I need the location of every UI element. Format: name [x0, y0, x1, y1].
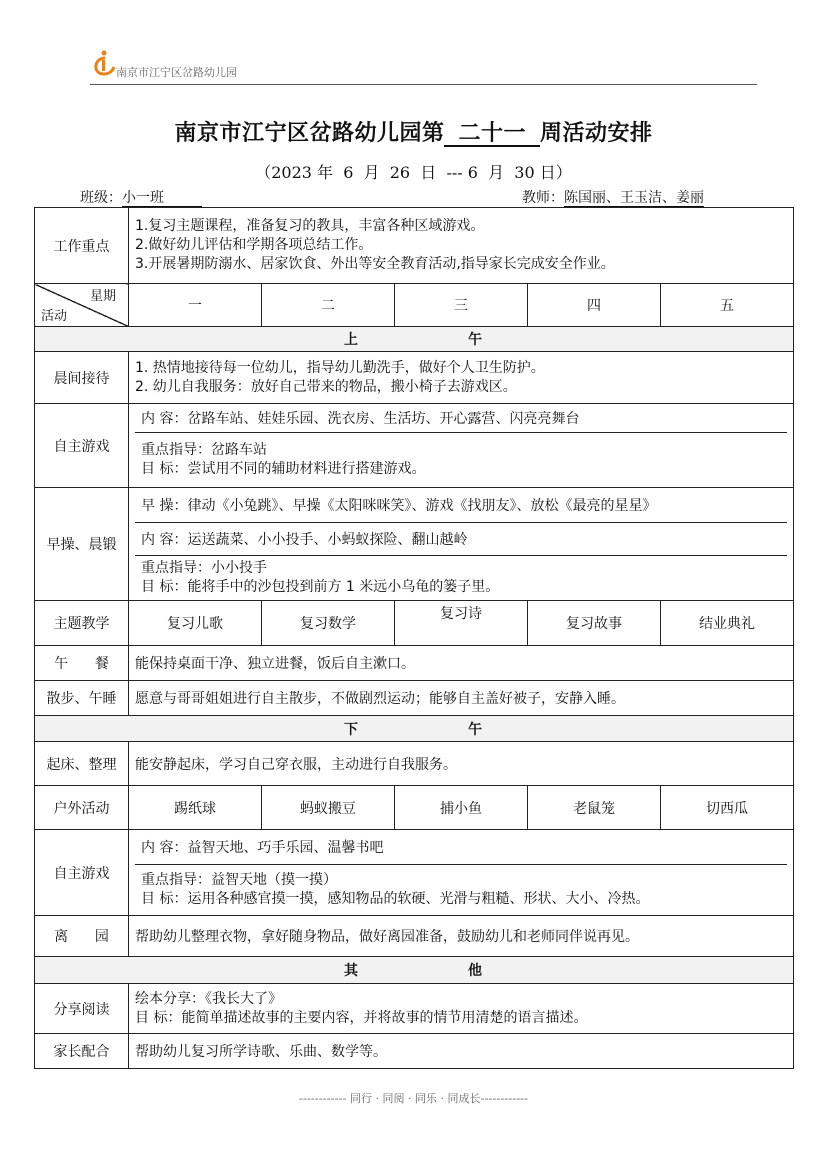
theme-cell: 复习数学	[262, 601, 395, 646]
reading-book: 绘本分享：《我长大了》	[135, 990, 282, 1007]
row-label: 家长配合	[35, 1034, 129, 1069]
section-header-morning	[35, 327, 794, 352]
row-label: 散步、午睡	[35, 681, 129, 716]
diag-activity-label: 活动	[41, 309, 68, 324]
diag-weekday-label: 星期	[89, 289, 116, 304]
section-title: 午	[468, 721, 484, 738]
row-label: 早操、晨锻	[35, 488, 129, 601]
exercise-guide: 重点指导：小小投手	[141, 560, 267, 576]
row-label: 主题教学	[35, 601, 129, 646]
days-header-row	[35, 284, 794, 327]
theme-cell: 复习诗	[395, 601, 528, 646]
title-prefix: 南京市江宁区岔路幼儿园第	[174, 120, 445, 146]
free-play-content: 内 容：益智天地、巧手乐园、温馨书吧	[135, 830, 787, 865]
morning-free-play-row	[35, 404, 794, 488]
leave-text: 帮助幼儿整理衣物，拿好随身物品，做好离园准备，鼓励幼儿和老师同伴说再见。	[129, 916, 794, 957]
exercise-goal: 目 标：能将手中的沙包投到前方 1 米远小乌龟的篓子里。	[141, 579, 500, 595]
reading-goal: 目 标：能简单描述故事的主要内容，并将故事的情节用清楚的语言描述。	[135, 1009, 588, 1026]
afternoon-free-play-row	[35, 830, 794, 916]
row-label: 晨间接待	[35, 352, 129, 404]
header-org-name: 南京市江宁区岔路幼儿园	[116, 66, 237, 79]
page-footer: ------------ 同行 · 同阅 · 同乐 · 同成长------------	[298, 1092, 529, 1105]
wake-row	[35, 742, 794, 786]
outdoor-activity-row	[35, 786, 794, 830]
day-header: 四	[528, 284, 661, 327]
reception-line: 2. 幼儿自我服务：放好自己带来的物品，搬小椅子去游戏区。	[135, 378, 517, 395]
weekly-schedule-table	[34, 207, 794, 1069]
exercise-drill: 早 操：律动《小兔跳》、早操《太阳咪咪笑》、游戏《找朋友》、放松《最亮的星星》	[135, 488, 787, 523]
day-header: 五	[661, 284, 794, 327]
outdoor-cell: 蚂蚁搬豆	[262, 786, 395, 830]
theme-cell: 复习儿歌	[129, 601, 262, 646]
page-header	[90, 46, 757, 85]
exercise-content: 内 容：运送蔬菜、小小投手、小蚂蚁探险、翻山越岭	[135, 523, 787, 556]
outdoor-cell: 捕小鱼	[395, 786, 528, 830]
day-header: 一	[129, 284, 262, 327]
work-focus-content	[129, 208, 794, 284]
class-value: 小一班	[122, 190, 202, 207]
row-label: 工作重点	[35, 208, 129, 284]
focus-line: 3.开展暑期防溺水、居家饮食、外出等安全教育活动,指导家长完成安全作业。	[135, 256, 615, 272]
nap-text: 愿意与哥哥姐姐进行自主散步，不做剧烈运动；能够自主盖好被子，安静入睡。	[129, 681, 794, 716]
morning-reception-row	[35, 352, 794, 404]
day-header: 三	[395, 284, 528, 327]
focus-line: 1.复习主题课程，准备复习的教具，丰富各种区域游戏。	[135, 218, 485, 234]
section-title: 他	[468, 963, 484, 979]
work-focus-row	[35, 208, 794, 284]
free-play-goal: 目 标：运用各种感官摸一摸，感知物品的软硬、光滑与粗糙、形状、大小、冷热。	[141, 891, 650, 907]
section-title: 下	[344, 721, 360, 738]
free-play-content: 内 容：岔路车站、娃娃乐园、洗衣房、生活坊、开心露营、闪亮亮舞台	[135, 404, 787, 433]
row-label: 起床、整理	[35, 742, 129, 786]
diagonal-header-cell	[35, 284, 129, 327]
free-play-goal: 目 标：尝试用不同的辅助材料进行搭建游戏。	[141, 461, 426, 477]
section-title: 午	[468, 332, 484, 348]
date-range: （2023 年 6 月 26 日 --- 6 月 30 日）	[255, 163, 572, 182]
parents-row	[35, 1034, 794, 1069]
title-suffix: 周活动安排	[540, 120, 653, 146]
leave-row	[35, 916, 794, 957]
teacher-value: 陈国丽、王玉洁、姜丽	[564, 190, 704, 206]
outdoor-cell: 踢纸球	[129, 786, 262, 830]
teacher-label: 教师：	[522, 190, 564, 206]
row-label: 自主游戏	[35, 404, 129, 488]
class-label: 班级：	[80, 190, 122, 206]
section-header-afternoon	[35, 716, 794, 742]
reception-line: 1. 热情地接待每一位幼儿，指导幼儿勤洗手，做好个人卫生防护。	[135, 359, 545, 376]
row-label: 午 餐	[35, 646, 129, 681]
theme-cell: 复习故事	[528, 601, 661, 646]
theme-teaching-row	[35, 601, 794, 646]
parents-text: 帮助幼儿复习所学诗歌、乐曲、数学等。	[129, 1034, 794, 1069]
row-label: 自主游戏	[35, 830, 129, 916]
teacher-info	[522, 187, 704, 207]
section-title: 其	[344, 963, 360, 979]
reading-row	[35, 984, 794, 1034]
wake-text: 能安静起床，学习自己穿衣服，主动进行自我服务。	[129, 742, 794, 786]
exercise-row	[35, 488, 794, 601]
title-week-number: 二十一	[444, 121, 540, 147]
page-title	[0, 116, 827, 147]
row-label: 离 园	[35, 916, 129, 957]
section-title: 上	[344, 332, 360, 348]
free-play-guide: 重点指导：岔路车站	[141, 442, 267, 458]
class-info	[80, 187, 202, 207]
lunch-text: 能保持桌面干净、独立进餐，饭后自主漱口。	[129, 646, 794, 681]
section-header-other	[35, 957, 794, 984]
outdoor-cell: 老鼠笼	[528, 786, 661, 830]
row-label: 户外活动	[35, 786, 129, 830]
free-play-guide: 重点指导：益智天地（摸一摸）	[141, 872, 337, 888]
focus-line: 2.做好幼儿评估和学期各项总结工作。	[135, 237, 373, 253]
outdoor-cell: 切西瓜	[661, 786, 794, 830]
theme-cell: 结业典礼	[661, 601, 794, 646]
row-label: 分享阅读	[35, 984, 129, 1034]
kindergarten-logo-icon	[90, 48, 116, 78]
lunch-row	[35, 646, 794, 681]
day-header: 二	[262, 284, 395, 327]
nap-row	[35, 681, 794, 716]
